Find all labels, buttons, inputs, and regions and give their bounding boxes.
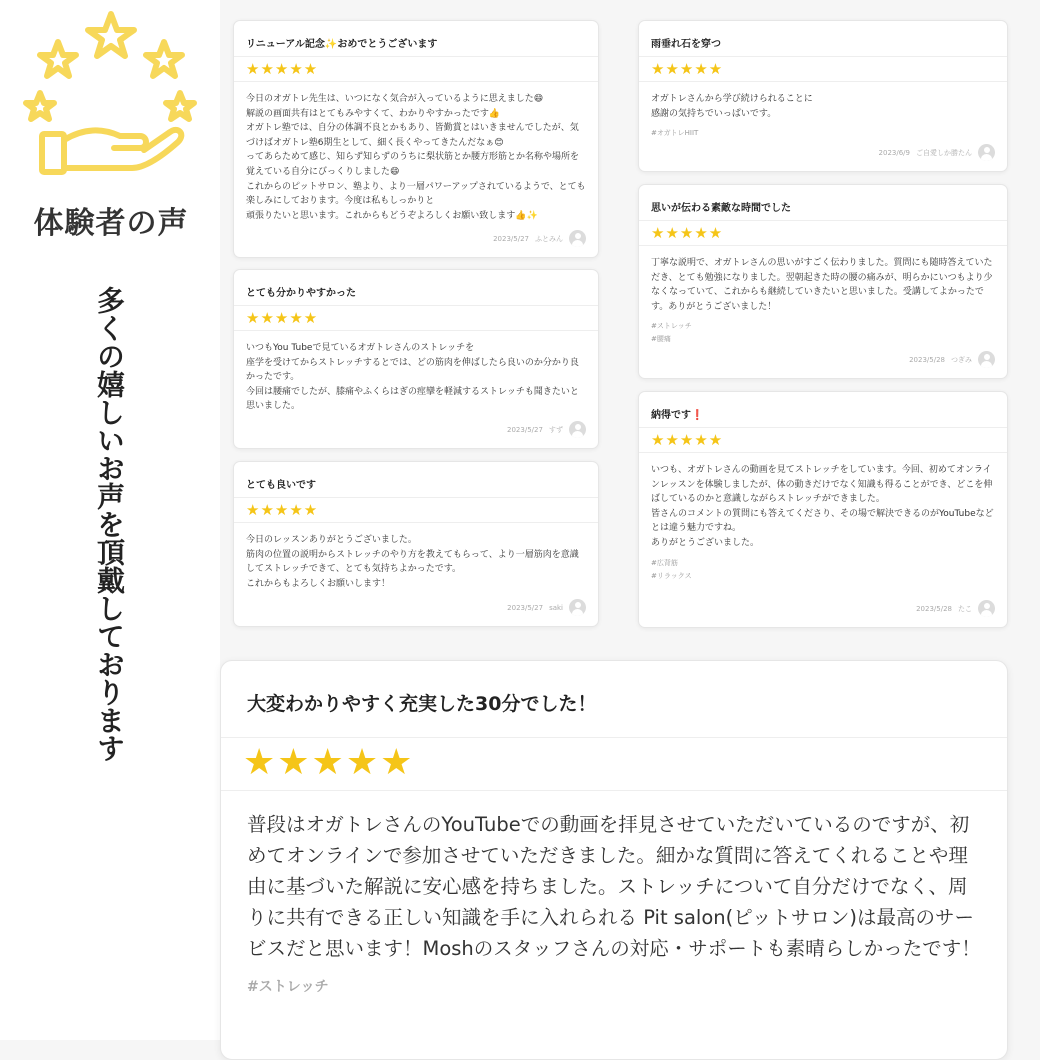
review-body: いつも、オガトレさんの動画を見てストレッチをしています。今回、初めてオンラインレッスンを体験しましたが、体の動きだけでなく知識も得ることができ、どこを伸ばしているのかと意識しながらストレッチができました。 皆さんのコメントの質問にも答えてくださり、その場で解決できるのがYouTubeなどとは違う魅力ですね。 ありがとうございました。 <box>651 465 994 548</box>
star-rating: ★★★★★ <box>639 221 1007 246</box>
review-body: いつもYou Tubeで見ているオガトレさんのストレッチを 座学を受けてからストレッチするとでは、どの筋肉を伸ばしたら良いのか分かり良かったです。 今回は腰痛でしたが、膝痛やふくらはぎの痙攣を軽減するストレッチも聞きたいと思いました。 <box>246 343 579 412</box>
review-card <box>233 269 599 449</box>
review-tag: #腰痛 <box>651 335 671 344</box>
review-date: 2023/5/28 <box>909 355 945 364</box>
review-card <box>638 391 1008 628</box>
review-author: saki <box>549 603 563 612</box>
review-meta <box>507 421 586 438</box>
star-rating: ★★★★★ <box>234 57 598 82</box>
review-card <box>233 20 599 258</box>
review-title: 雨垂れ石を穿つ <box>639 21 1007 57</box>
review-title: とても良いです <box>234 462 598 498</box>
avatar <box>978 144 995 161</box>
review-card <box>638 20 1008 172</box>
review-title: 思いが伝わる素敵な時間でした <box>639 185 1007 221</box>
review-title: とても分かりやすかった <box>234 270 598 306</box>
review-meta <box>493 230 586 247</box>
review-author: すず <box>548 425 563 434</box>
review-meta <box>507 599 586 616</box>
review-tag: #オガトレHIIT <box>651 129 699 138</box>
featured-review-body: 普段はオガトレさんのYouTubeでの動画を拝見させていただいているのですが、初めてオンラインで参加させていただきました。細かな質問に答えてくれることや理由に基づいた解説に安心感を持ちました。ストレッチについて自分だけでなく、周りに共有できる正しい知識を手に入れられる Pit salon(ピットサロン)は最高のサービスだと思います！Moshのスタッフさんの対応・サポートも素晴らしかったです！ <box>247 813 981 960</box>
star-rating: ★★★★★ <box>234 498 598 523</box>
review-tag: #リラックス <box>651 571 692 580</box>
avatar <box>978 351 995 368</box>
review-card <box>638 184 1008 379</box>
hand-with-stars-icon <box>20 8 202 186</box>
review-date: 2023/6/9 <box>878 148 910 157</box>
featured-review-tag: #ストレッチ <box>247 979 329 995</box>
review-tag: #広背筋 <box>651 558 678 567</box>
star-rating: ★★★★★ <box>639 428 1007 453</box>
review-tags <box>639 551 1007 583</box>
review-body: 今日のレッスンありがとうございました。 筋肉の位置の説明からストレッチのやり方を教えてもらって、より一層筋肉を意識してストレッチできて、とても気持ちよかったです。 これからもよろしくお願いします！ <box>246 535 579 589</box>
review-author: つぎみ <box>951 355 972 364</box>
star-rating: ★★★★★ <box>234 306 598 331</box>
review-body: 今日のオガトレ先生は、いつになく気合が入っているように思えました😄 解説の画面共有はとてもみやすくて、わかりやすかったです👍 オガトレ塾では、自分の体調不良とかもあり、皆勤賞とはいきませんでしたが、気づけばオガトレ塾6期生として、細く長くやってきたんだなぁ😊 ってあらためて感じ、知らず知らずのうちに梨状筋とか腰方形筋とか名称や場所を覚えている自分にびっくりしました😄 これからのピットサロン、塾より、より一層パワーアップされているようで、とても楽しみにしております。今度は私もしっかりと 頑張りたいと思います。これからもどうぞよろしくお願い致します👍✨ <box>246 94 586 221</box>
avatar <box>569 421 586 438</box>
review-date: 2023/5/27 <box>507 425 543 434</box>
review-author: ご自愛しか勝たん <box>916 148 972 157</box>
avatar <box>569 599 586 616</box>
review-tag: #ストレッチ <box>651 322 692 331</box>
featured-star-rating: ★★★★★ <box>221 738 1007 791</box>
review-tags <box>639 121 1007 140</box>
review-date: 2023/5/27 <box>507 603 544 612</box>
review-title: 納得です❗ <box>639 392 1007 428</box>
review-card <box>233 461 599 627</box>
hero-title: 体験者の声 <box>33 206 189 241</box>
review-date: 2023/5/27 <box>493 234 529 243</box>
review-meta <box>879 144 995 161</box>
review-meta <box>916 600 995 617</box>
review-body: 丁寧な説明で、オガトレさんの思いがすごく伝わりました。質問にも随時答えていただき、とても勉強になりました。翌朝起きた時の腰の痛みが、明らかにいつもより少なくなっていて、これからも継続していきたいと思いました。受講してよかったです。ありがとうございました！ <box>651 258 993 312</box>
review-tags <box>639 314 1007 346</box>
review-meta <box>909 351 995 368</box>
featured-review-card <box>220 660 1008 1060</box>
review-author: ふとみん <box>535 234 563 243</box>
review-body: オガトレさんから学び続けられることに 感謝の気持ちでいっぱいです。 <box>651 94 813 119</box>
star-rating: ★★★★★ <box>639 57 1007 82</box>
left-panel <box>0 0 220 1040</box>
review-date: 2023/5/28 <box>916 604 952 613</box>
review-author: たこ <box>958 604 972 613</box>
review-title: リニューアル記念✨おめでとうございます <box>234 21 598 57</box>
avatar <box>569 230 586 247</box>
vertical-caption: 多くの嬉しいお声を頂戴しております <box>93 286 126 762</box>
featured-review-title: 大変わかりやすく充実した30分でした！ <box>221 661 1007 738</box>
avatar <box>978 600 995 617</box>
